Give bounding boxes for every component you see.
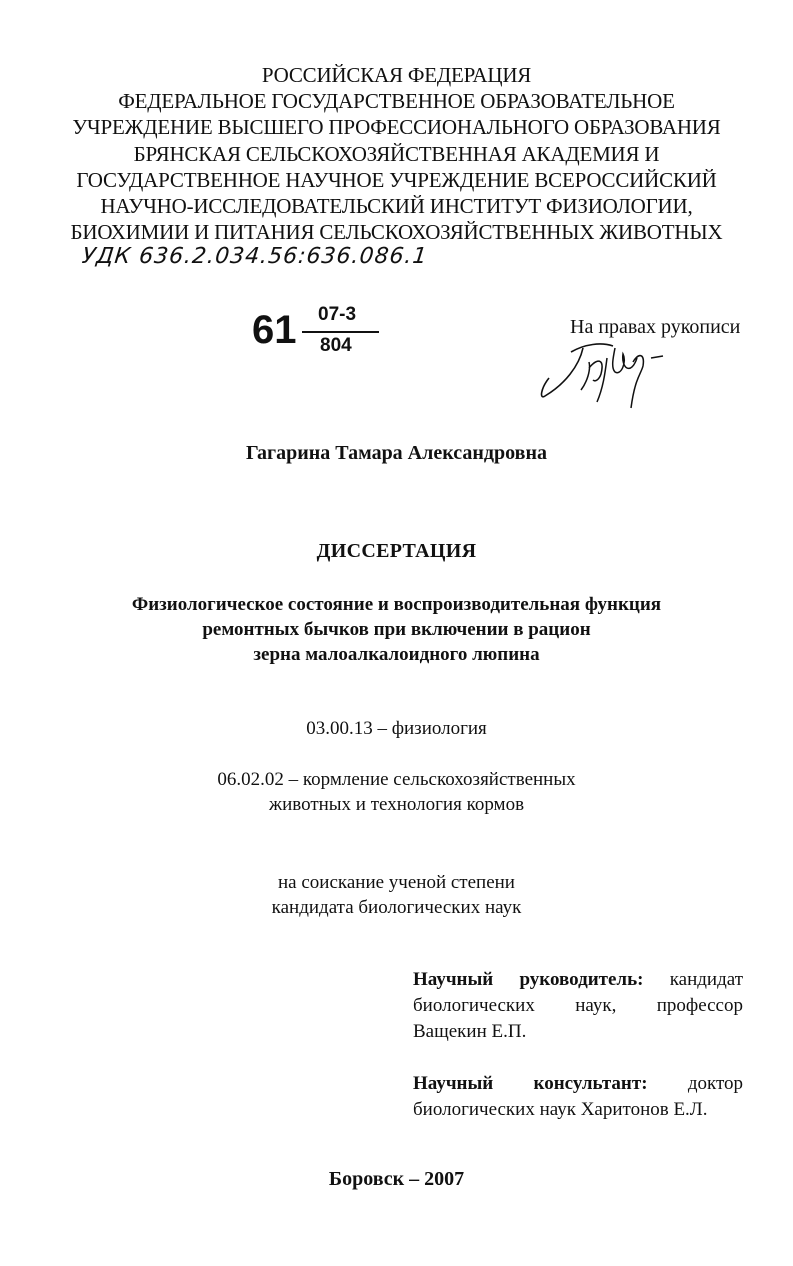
header-line: РОССИЙСКАЯ ФЕДЕРАЦИЯ <box>261 63 532 87</box>
degree-line: кандидата биологических наук <box>271 897 522 918</box>
shelf-mark-main: 61 <box>252 308 297 352</box>
advisors-block <box>413 967 743 1123</box>
specialty-code-1: 03.00.13 – физиология <box>306 718 487 739</box>
header-line: БИОХИМИИ И ПИТАНИЯ СЕЛЬСКОХОЗЯЙСТВЕННЫХ ЖИВОТНЫХ <box>70 220 723 245</box>
supervisor-name: Ващекин Е.П. <box>413 1021 527 1042</box>
author-name: Гагарина Тамара Александровна <box>246 442 547 464</box>
consultant-name: биологических наук Харитонов Е.Л. <box>413 1099 708 1120</box>
supervisor-line-2 <box>413 993 743 1019</box>
place-year: Боровск – 2007 <box>328 1168 465 1190</box>
dissertation-title <box>0 592 793 667</box>
udk-handwritten: УДК 636.2.034.56:636.086.1 <box>80 244 429 269</box>
shelf-mark-denominator: 804 <box>320 335 352 356</box>
shelf-mark-fraction-line <box>302 331 379 333</box>
supervisor-word: биологических <box>413 995 535 1016</box>
title-line: зерна малоалкалоидного люпина <box>253 644 540 665</box>
header-line: УЧРЕЖДЕНИЕ ВЫСШЕГО ПРОФЕССИОНАЛЬНОГО ОБРАЗОВАНИЯ <box>72 115 721 140</box>
document-type: ДИССЕРТАЦИЯ <box>316 540 477 562</box>
specialty-code-2 <box>0 767 793 817</box>
shelf-mark-numerator: 07-3 <box>318 304 357 325</box>
rights-note: На правах рукописи <box>570 316 741 338</box>
specialty-line: животных и технология кормов <box>268 794 525 815</box>
consultant-line-1 <box>413 1071 743 1097</box>
supervisor-word: профессор <box>656 995 743 1016</box>
supervisor-degree: кандидат <box>669 969 743 990</box>
institution-header <box>40 62 753 245</box>
header-line: ФЕДЕРАЛЬНОЕ ГОСУДАРСТВЕННОЕ ОБРАЗОВАТЕЛЬНОЕ <box>118 89 675 114</box>
specialty-line: 06.02.02 – кормление сельскохозяйственных <box>217 769 576 790</box>
title-line: ремонтных бычков при включении в рацион <box>202 619 591 640</box>
header-line: НАУЧНО-ИССЛЕДОВАТЕЛЬСКИЙ ИНСТИТУТ ФИЗИОЛОГИИ, <box>100 194 693 219</box>
advisors-spacer <box>413 1045 743 1071</box>
supervisor-line-1 <box>413 967 743 993</box>
degree-line: на соискание ученой степени <box>278 872 515 893</box>
consultant-degree: доктор <box>687 1073 744 1094</box>
handwritten-signature <box>535 318 675 410</box>
supervisor-label: Научный руководитель: <box>413 969 644 990</box>
consultant-label-word: Научный <box>413 1073 494 1094</box>
title-line: Физиологическое состояние и воспроизводительная функция <box>131 594 662 615</box>
consultant-label-word: консультант: <box>533 1073 648 1094</box>
supervisor-word: наук, <box>575 995 617 1016</box>
shelf-mark-stamp <box>252 305 392 365</box>
degree-statement <box>0 870 793 920</box>
header-line: БРЯНСКАЯ СЕЛЬСКОХОЗЯЙСТВЕННАЯ АКАДЕМИЯ И <box>133 141 660 166</box>
header-line: ГОСУДАРСТВЕННОЕ НАУЧНОЕ УЧРЕЖДЕНИЕ ВСЕРОССИЙСКИЙ <box>76 167 717 192</box>
